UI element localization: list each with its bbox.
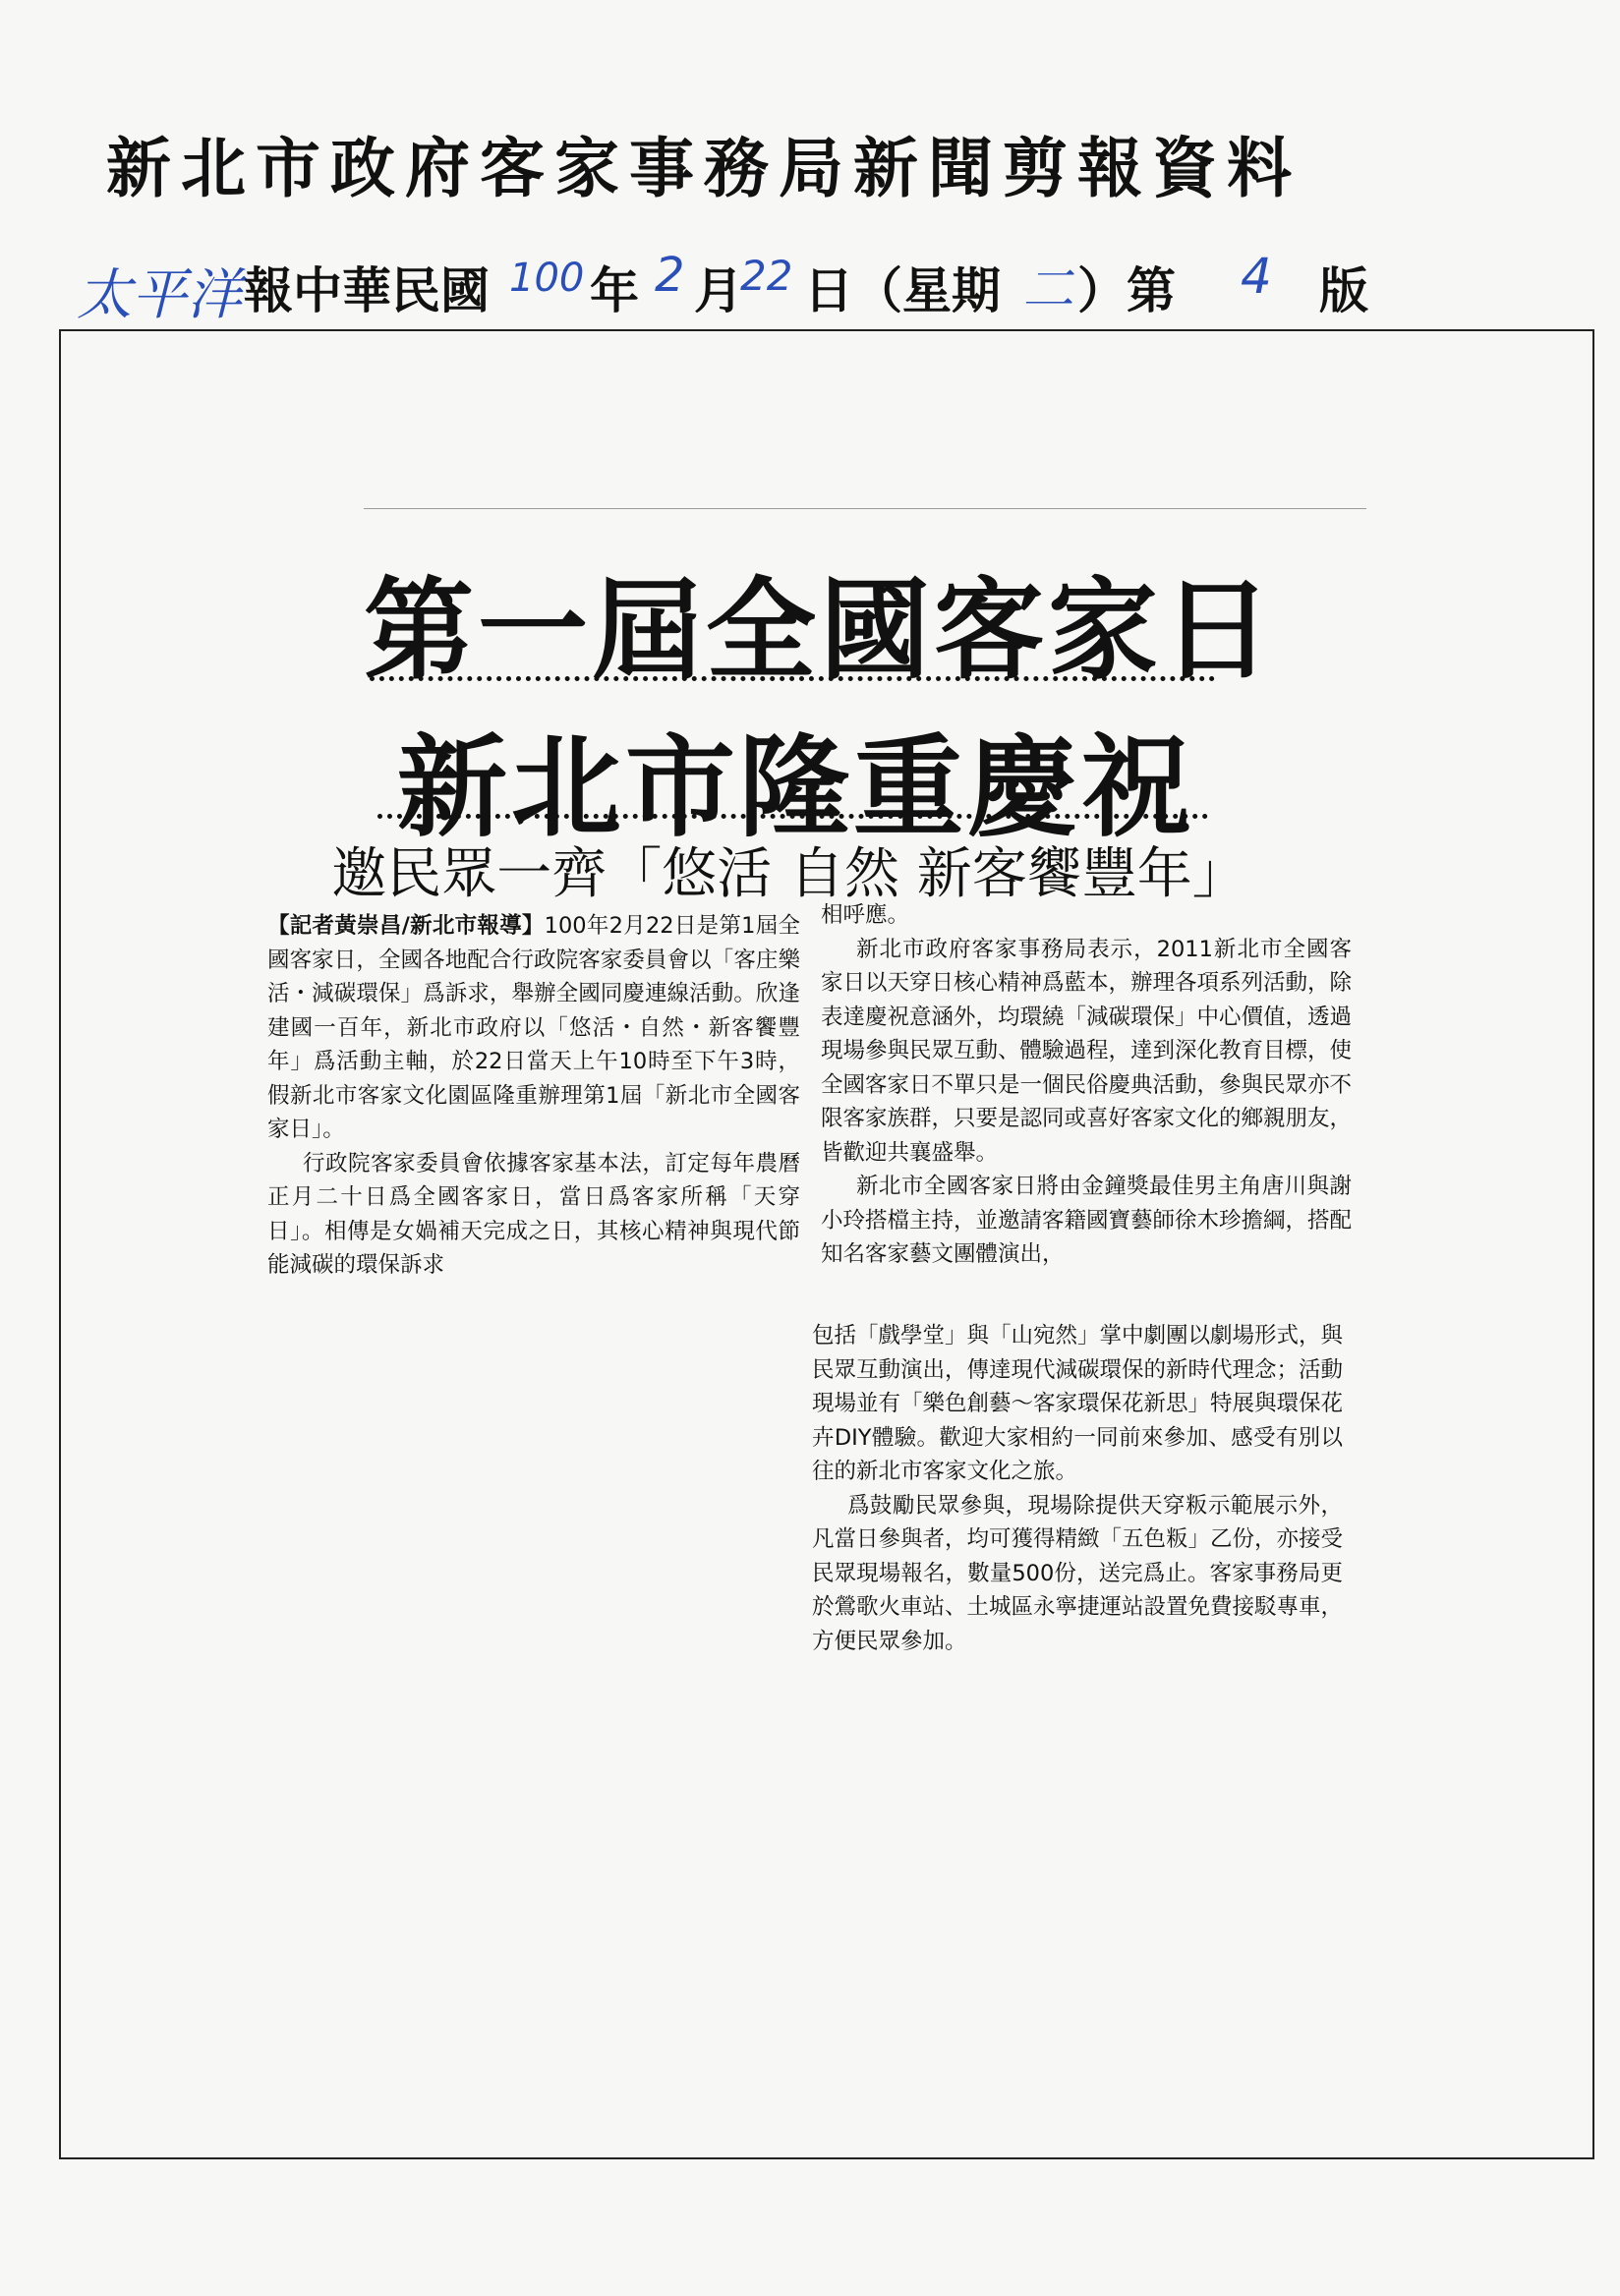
dateline-label-page: 版 (1319, 261, 1368, 319)
paragraph-5: 爲鼓勵民眾參與，現場除提供天穿粄示範展示外，凡當日參與者，均可獲得精緻「五色粄」乙份，亦接受民眾現場報名，數量500份，送完爲止。客家事務局更於鶯歌火車站、土城區永寧捷運站設置免費接駁專車，方便民眾參加。 (812, 1492, 1344, 1654)
dateline-label-year: 年 (590, 261, 639, 319)
headline-line-2: 新北市隆重慶祝 (397, 724, 1195, 852)
clipping-header-title: 新北市政府客家事務局新聞剪報資料 (106, 130, 1302, 206)
day-handwritten: 22 (740, 252, 793, 300)
article-column-3 (812, 1319, 1343, 1658)
month-handwritten: 2 (655, 248, 685, 303)
paragraph-2: 行政院客家委員會依據客家基本法，訂定每年農曆正月二十日爲全國客家日，當日爲客家所稱「天穿日」。相傳是女媧補天完成之日，其核心精神與現代節能減碳的環保訴求 (267, 1150, 800, 1278)
dateline-label-close: ）第 (1077, 261, 1176, 319)
year-handwritten: 100 (509, 256, 585, 301)
dateline-label-month: 月 (694, 261, 743, 319)
newspaper-name-handwritten: 太平洋 (77, 263, 242, 327)
dateline-label-day: 日（星期 (804, 261, 1001, 319)
headline-dotted-rule-1 (370, 676, 1215, 681)
clipping-top-rule (364, 508, 1366, 509)
paragraph-4: 新北市全國客家日將由金鐘獎最佳男主角唐川與謝小玲搭檔主持，並邀請客籍國寶藝師徐木珍擔綱，搭配知名客家藝文團體演出， (821, 1174, 1353, 1267)
page-number-handwritten: 4 (1241, 248, 1272, 305)
paragraph-1-text: 100年2月22日是第1屆全國客家日，全國各地配合行政院客家委員會以「客庄樂活・減碳環保」爲訴求，舉辦全國同慶連線活動。欣逢建國一百年，新北市政府以「悠活・自然・新客饗豐年」爲活動主軸，於22日當天上午10時至下午3時，假新北市客家文化園區隆重辦理第1屆「新北市全國客家日」。 (267, 913, 800, 1142)
headline-dotted-rule-2 (377, 814, 1208, 819)
article-column-2 (821, 898, 1352, 1272)
dateline-label-paper: 報中華民國 (244, 261, 490, 319)
subheadline: 邀民眾一齊「悠活 自然 新客饗豐年」 (331, 842, 1247, 906)
headline-line-1: 第一屆全國客家日 (364, 567, 1276, 695)
article-column-1 (267, 909, 800, 1283)
paragraph-4-continued: 包括「戲學堂」與「山宛然」掌中劇團以劇場形式，與民眾互動演出，傳達現代減碳環保的新時代理念；活動現場並有「樂色創藝～客家環保花新思」特展與環保花卉DIY體驗。歡迎大家相約一同前來參加、感受有別以往的新北市客家文化之旅。 (812, 1323, 1344, 1484)
paragraph-3: 新北市政府客家事務局表示，2011新北市全國客家日以天穿日核心精神爲藍本，辦理各項系列活動，除表達慶祝意涵外，均環繞「減碳環保」中心價值，透過現場參與民眾互動、體驗過程，達到深化教育目標，使全國客家日不單只是一個民俗慶典活動，參與民眾亦不限客家族群，只要是認同或喜好客家文化的鄉親朋友，皆歡迎共襄盛舉。 (821, 936, 1353, 1166)
byline: 【記者黃崇昌/新北市報導】 (267, 913, 545, 939)
paragraph-1 (267, 909, 800, 1147)
paragraph-2-continued: 相呼應。 (821, 902, 910, 928)
weekday-handwritten: 二 (1022, 260, 1074, 319)
